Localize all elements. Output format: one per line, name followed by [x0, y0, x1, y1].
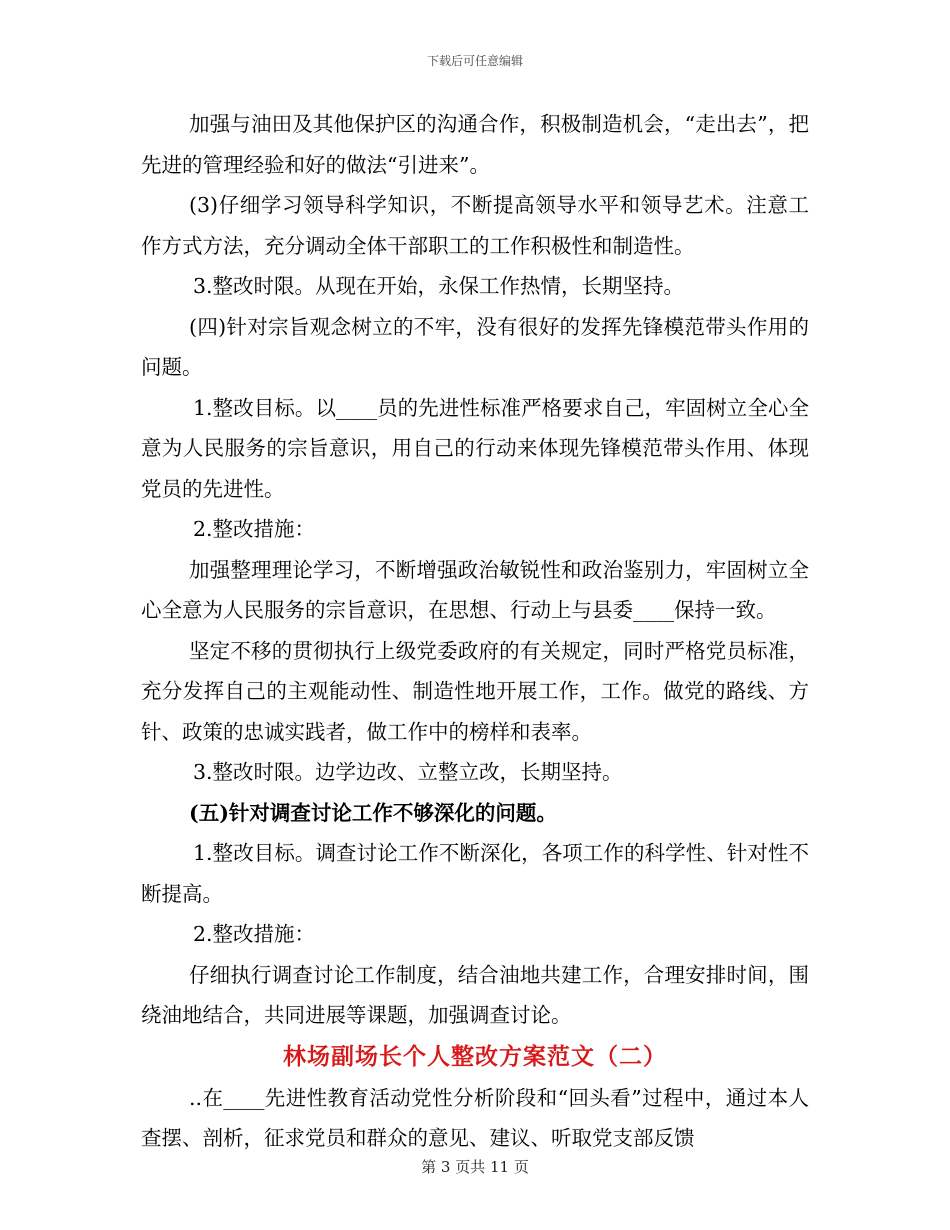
paragraph: 2.整改措施：	[193, 517, 316, 541]
document-body	[141, 104, 809, 1159]
paragraph: (四)针对宗旨观念树立的不牢，没有很好的发挥先锋模范带头作用的问题。	[141, 314, 809, 379]
section-heading: (五)针对调查讨论工作不够深化的问题。	[189, 800, 557, 825]
paragraph: 2.整改措施：	[193, 922, 316, 946]
paragraph: 3.整改时限。从现在开始，永保工作热情，长期坚持。	[193, 274, 685, 298]
paragraph: (3)仔细学习领导科学知识，不断提高领导水平和领导艺术。注意工作方式方法，充分调动全体干部职工的工作积极性和制造性。	[141, 193, 809, 258]
page-footer: 第 3 页共 11 页	[421, 1158, 529, 1176]
paragraph: 1.整改目标。以____员的先进性标准严格要求自己，牢固树立全心全意为人民服务的宗旨意识，用自己的行动来体现先锋模范带头作用、体现党员的先进性。	[141, 395, 809, 501]
document-title: 林场副场长个人整改方案范文（二）	[283, 1042, 667, 1070]
paragraph: 3.整改时限。边学边改、立整立改，长期坚持。	[193, 760, 623, 784]
closing-paragraph: ..在____先进性教育活动党性分析阶段和“回头看”过程中，通过本人查摆、剖析，征求党员和群众的意见、建议、听取党支部反馈	[141, 1085, 809, 1150]
paragraph: 坚定不移的贯彻执行上级党委政府的有关规定，同时严格党员标准，充分发挥自己的主观能动性、制造性地开展工作，工作。做党的路线、方针、政策的忠诚实践者，做工作中的榜样和表率。	[141, 638, 809, 744]
paragraph: 1.整改目标。调查讨论工作不断深化，各项工作的科学性、针对性不断提高。	[141, 841, 809, 906]
paragraph: 仔细执行调查讨论工作制度，结合油地共建工作，合理安排时间，围绕油地结合，共同进展等课题，加强调查讨论。	[141, 962, 809, 1027]
paragraph: 加强与油田及其他保护区的沟通合作，积极制造机会，“走出去”，把先进的管理经验和好的做法“引进来”。	[141, 112, 809, 177]
page-header: 下载后可任意编辑	[426, 54, 523, 68]
paragraph: 加强整理理论学习，不断增强政治敏锐性和政治鉴别力，牢固树立全心全意为人民服务的宗旨意识，在思想、行动上与县委____保持一致。	[141, 557, 809, 622]
